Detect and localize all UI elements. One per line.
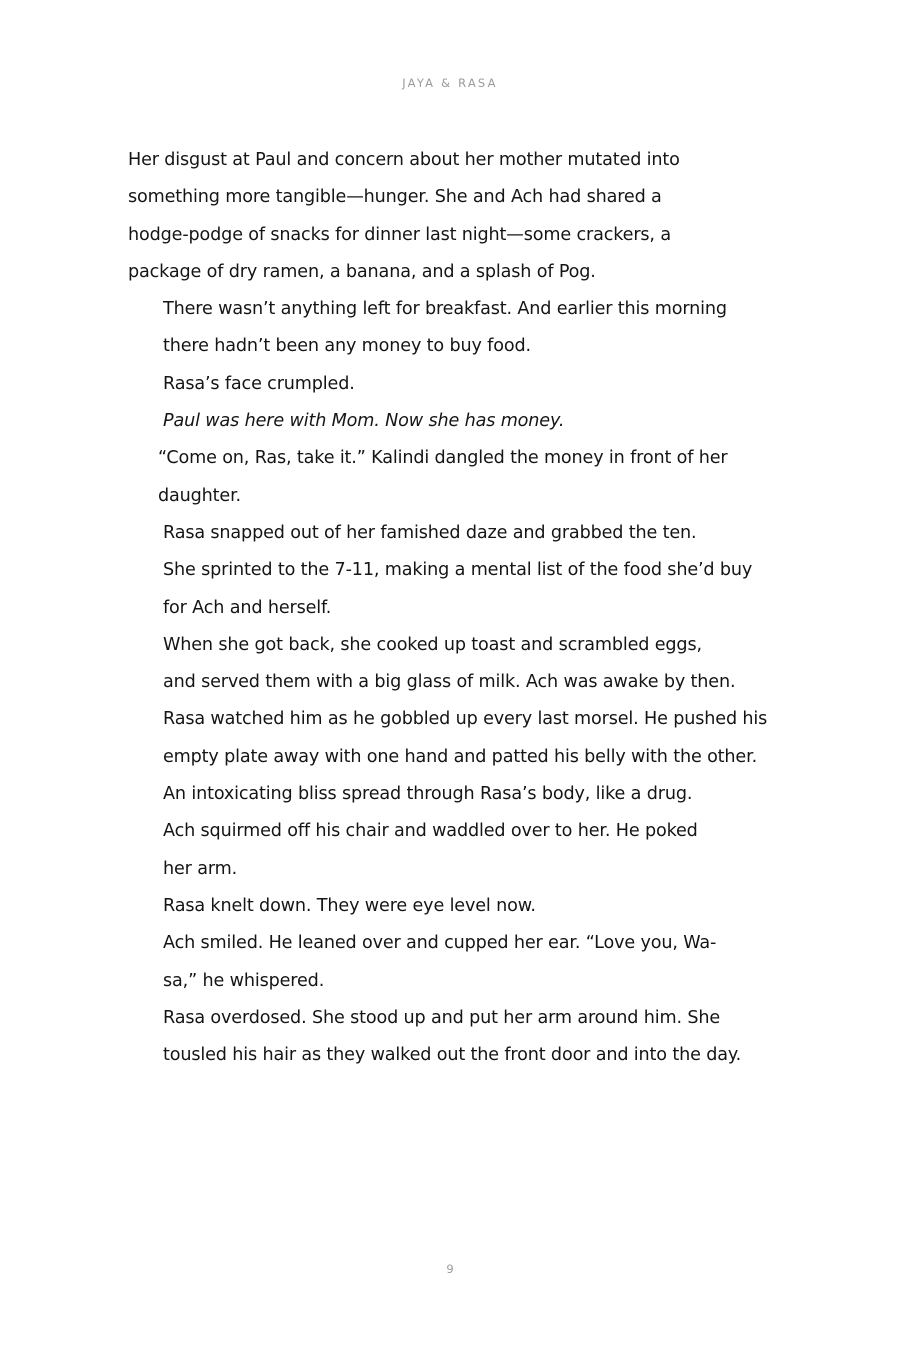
text-line: Her disgust at Paul and concern about her mother mutated into	[128, 150, 680, 170]
text-line: She sprinted to the 7-11, making a mental list of the food she’d buy	[163, 560, 753, 581]
body-text	[128, 142, 774, 1074]
text-line: there hadn’t been any money to buy food.	[163, 336, 531, 357]
text-line: her arm.	[163, 858, 238, 879]
italic-thought-paragraph	[128, 403, 774, 440]
paragraph	[128, 925, 774, 1000]
text-line: Ach smiled. He leaned over and cupped her ear. “Love you, Wa-	[163, 933, 717, 954]
running-head: JAYA & RASA	[402, 76, 498, 90]
text-line: for Ach and herself.	[163, 597, 332, 618]
text-line: sa,” he whispered.	[163, 970, 325, 991]
text-line: hodge-podge of snacks for dinner last night—some crackers, a	[128, 224, 671, 245]
paragraph	[128, 142, 774, 291]
paragraph	[128, 627, 774, 776]
text-line: An intoxicating bliss spread through Rasa’s body, like a drug.	[163, 784, 693, 805]
paragraph	[128, 888, 774, 925]
paragraph	[128, 1000, 774, 1075]
text-line: Rasa overdosed. She stood up and put her arm around him. She	[163, 1007, 721, 1028]
paragraph	[128, 813, 774, 888]
text-line: Rasa’s face crumpled.	[163, 373, 355, 394]
text-line: When she got back, she cooked up toast and scrambled eggs,	[163, 634, 702, 655]
text-line: package of dry ramen, a banana, and a splash of Pog.	[128, 261, 596, 282]
text-line: Paul was here with Mom. Now she has money.	[163, 411, 565, 432]
text-line: There wasn’t anything left for breakfast. And earlier this morning	[163, 299, 727, 320]
text-line: Rasa knelt down. They were eye level now.	[163, 895, 536, 916]
paragraph	[128, 440, 774, 515]
text-line: Rasa watched him as he gobbled up every last morsel. He pushed his	[163, 709, 768, 730]
text-line: empty plate away with one hand and patted his belly with the other.	[163, 746, 758, 767]
paragraph	[128, 366, 774, 403]
text-line: daughter.	[158, 485, 242, 506]
text-line: Ach squirmed off his chair and waddled over to her. He poked	[163, 821, 698, 842]
text-line: tousled his hair as they walked out the front door and into the day.	[163, 1045, 742, 1066]
text-line: “Come on, Ras, take it.” Kalindi dangled the money in front of her	[158, 448, 728, 469]
text-line: Rasa snapped out of her famished daze and grabbed the ten.	[163, 522, 697, 543]
paragraph	[128, 776, 774, 813]
text-line: something more tangible—hunger. She and Ach had shared a	[128, 187, 662, 208]
text-line: and served them with a big glass of milk. Ach was awake by then.	[163, 672, 736, 693]
paragraph	[128, 291, 774, 366]
paragraph	[128, 515, 774, 627]
page-number: 9	[446, 1262, 454, 1276]
